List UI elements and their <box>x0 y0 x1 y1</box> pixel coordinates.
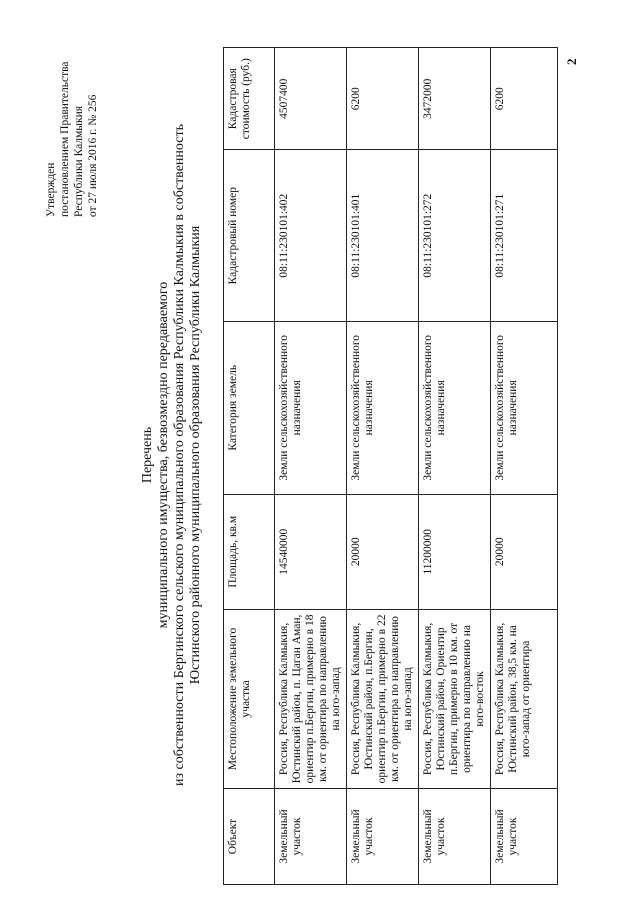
cell-area: 11200000 <box>419 494 491 609</box>
cell-area: 14540000 <box>275 494 347 609</box>
cell-cadastral-value: 3472000 <box>419 48 491 150</box>
cell-cadastral-value: 4507400 <box>275 48 347 150</box>
property-table <box>223 47 558 885</box>
cell-location: Россия, Республика Калмыкия, Юстинский район, 38,5 км. на юго-запад от ориентира <box>491 609 558 788</box>
cell-location: Россия, Республика Калмыкия, Юстинский район, п.Бергин, ориентир п.Бергин, примерно в 22 км. от ориентира по направлению на юго-запад <box>347 609 419 788</box>
approval-line: Республики Калмыкия <box>73 105 85 217</box>
cell-cadastral-value: 6200 <box>491 48 558 150</box>
page-number: 2 <box>564 58 579 65</box>
header-object: Объект <box>224 789 275 885</box>
header-cadastral-number: Кадастровый номер <box>224 150 275 321</box>
cell-cadastral-number: 08:11:230101:271 <box>491 150 558 321</box>
table-row <box>347 48 419 885</box>
heading-line: из собственности Бергинского сельского муниципального образования Республики Калмыкия в собственность <box>172 124 187 786</box>
document-heading <box>140 65 204 845</box>
cell-location: Россия, Республика Калмыкия, Юстинский район, Ориентир п.Бергин, примерно в 10 км. от ориентира по направлению на юго-восток <box>419 609 491 788</box>
approval-line: постановлением Правительства <box>59 61 71 217</box>
table-header-row <box>224 48 275 885</box>
cell-location: Россия, Республика Калмыкия, Юстинский район, п. Цаган Аман, ориентир п.Бергин, примерно в 18 км. от ориентира по направлению на юго-запад <box>275 609 347 788</box>
cell-object: Земельный участок <box>419 789 491 885</box>
approval-line: от 27 июля 2016 г. № 256 <box>87 94 99 217</box>
header-area: Площадь, кв.м <box>224 494 275 609</box>
approval-line: Утвержден <box>45 162 57 217</box>
cell-cadastral-value: 6200 <box>347 48 419 150</box>
approval-block <box>44 27 100 217</box>
cell-cadastral-number: 08:11:230101:402 <box>275 150 347 321</box>
heading-line: муниципального имущества, безвозмездно передаваемого <box>156 281 171 629</box>
cell-area: 20000 <box>347 494 419 609</box>
cell-area: 20000 <box>491 494 558 609</box>
cell-object: Земельный участок <box>275 789 347 885</box>
table-row <box>419 48 491 885</box>
cell-land-category: Земли сельскохозяйственного назначения <box>275 321 347 494</box>
cell-land-category: Земли сельскохозяйственного назначения <box>491 321 558 494</box>
header-cadastral-value: Кадастровая стоимость (руб.) <box>224 48 275 150</box>
cell-object: Земельный участок <box>347 789 419 885</box>
table-row <box>275 48 347 885</box>
header-location: Местоположение земельного участка <box>224 609 275 788</box>
cell-cadastral-number: 08:11:230101:272 <box>419 150 491 321</box>
cell-land-category: Земли сельскохозяйственного назначения <box>419 321 491 494</box>
table-row <box>491 48 558 885</box>
header-land-category: Категория земель <box>224 321 275 494</box>
heading-line: Юстинского районного муниципального образования Республики Калмыкия <box>188 225 203 685</box>
cell-object: Земельный участок <box>491 789 558 885</box>
document-title: Перечень <box>140 426 155 484</box>
rotated-sheet <box>40 25 600 885</box>
cell-land-category: Земли сельскохозяйственного назначения <box>347 321 419 494</box>
cell-cadastral-number: 08:11:230101:401 <box>347 150 419 321</box>
